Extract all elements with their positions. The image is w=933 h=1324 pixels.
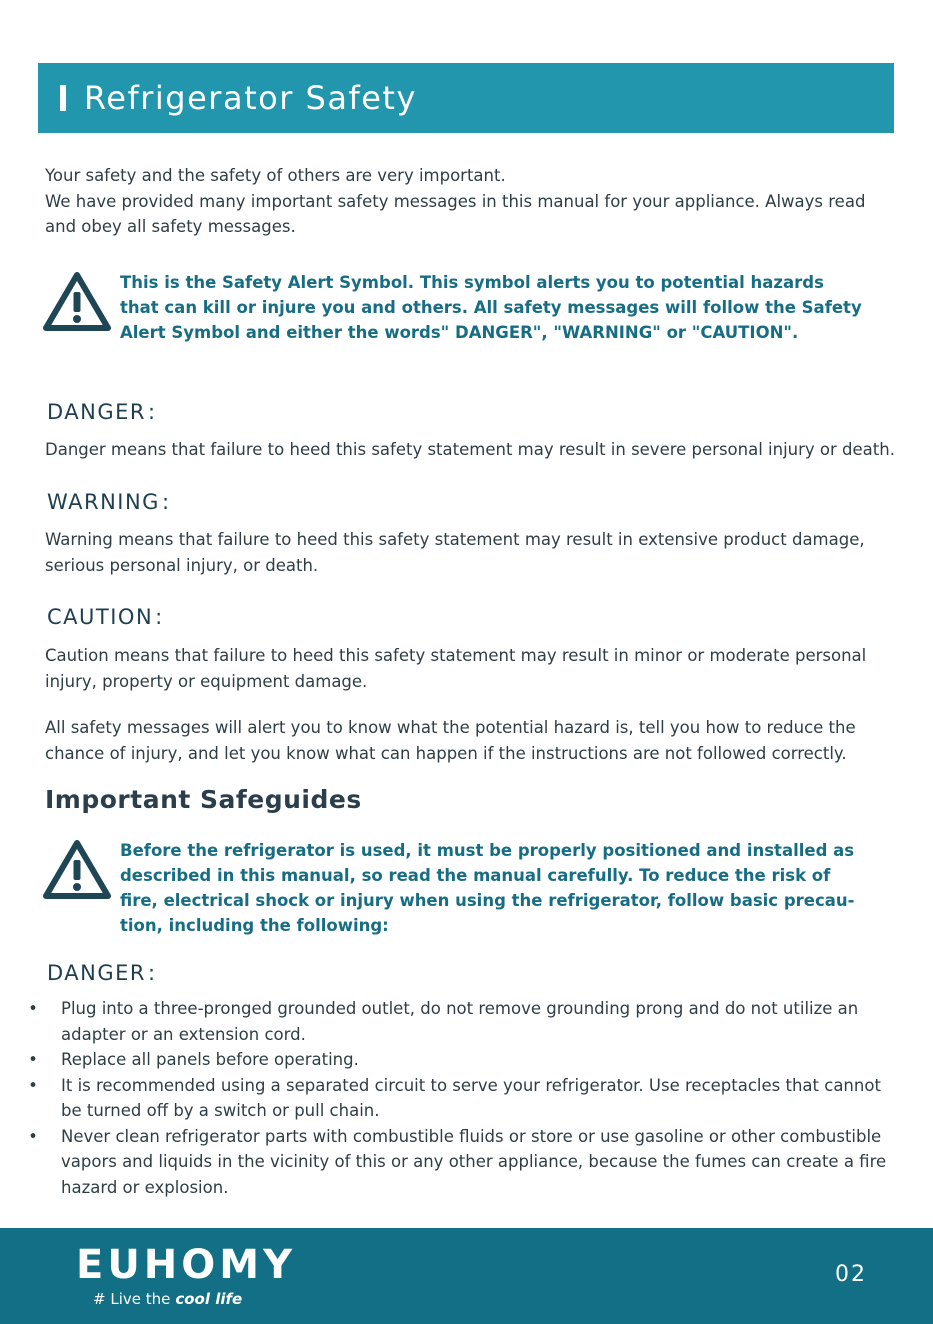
- list-item: [28, 996, 888, 1047]
- warning-label: WARNING: [47, 490, 160, 514]
- caution-label: CAUTION: [47, 605, 154, 629]
- header-bar: [38, 63, 894, 133]
- tagline-prefix: # Live the: [93, 1290, 171, 1308]
- list-item: [28, 1047, 888, 1073]
- list-item: [28, 1124, 888, 1201]
- danger-label: DANGER: [47, 400, 147, 424]
- page-title: Refrigerator Safety: [84, 79, 417, 117]
- header-accent-mark: [60, 85, 66, 111]
- safeguides-alert-block: [42, 838, 892, 938]
- bullet-point: •: [28, 1075, 38, 1095]
- safeguides-danger-colon: :: [148, 961, 156, 985]
- bullet-point: •: [28, 1126, 38, 1146]
- list-item-text: Never clean refrigerator parts with combustible fluids or store or use gasoline or other combustible vapors and liquids in the vicinity of this or any other appliance, because the fumes can create a fire hazard or explosion.: [61, 1126, 887, 1197]
- all-messages-paragraph: All safety messages will alert you to know what the potential hazard is, tell you how to reduce the chance of injury, and let you know what can happen if the instructions are not followed correctly.: [45, 718, 856, 763]
- warning-colon: :: [161, 490, 170, 514]
- tagline-emphasis: cool life: [175, 1290, 243, 1308]
- warning-triangle-icon: [42, 270, 112, 332]
- list-item-text: Plug into a three-pronged grounded outlet, do not remove grounding prong and do not utilize an adapter or an extension cord.: [61, 999, 859, 1044]
- safety-alert-text: This is the Safety Alert Symbol. This symbol alerts you to potential hazards that can kill or injure you and others. All safety messages will follow the Safety Alert Symbol and either the words" DANGER", "WARNING" or "CAUTION".: [120, 273, 862, 342]
- warning-triangle-icon: [42, 838, 112, 900]
- caution-colon: :: [155, 605, 163, 629]
- safeguides-title: Important Safeguides: [45, 785, 362, 814]
- safeguides-danger-label: DANGER: [47, 961, 147, 985]
- list-item-text: Replace all panels before operating.: [61, 1050, 359, 1069]
- caution-definition: Caution means that failure to heed this safety statement may result in minor or moderate personal injury, property or equipment damage.: [45, 646, 867, 691]
- safeguides-danger-heading: [47, 961, 155, 985]
- caution-heading: [47, 605, 162, 629]
- intro-line-1: Your safety and the safety of others are very important.: [45, 166, 506, 185]
- bullet-point: •: [28, 1050, 38, 1069]
- bullet-point: •: [28, 999, 38, 1018]
- danger-heading: [47, 400, 155, 424]
- danger-definition: Danger means that failure to heed this safety statement may result in severe personal injury or death.: [45, 440, 895, 459]
- page-number: 02: [835, 1262, 867, 1287]
- warning-definition: Warning means that failure to heed this safety statement may result in extensive product damage, serious personal injury, or death.: [45, 530, 865, 575]
- list-item-text: It is recommended using a separated circuit to serve your refrigerator. Use receptacles that cannot be turned off by a switch or pull chain.: [61, 1075, 881, 1120]
- danger-colon: :: [148, 400, 156, 424]
- brand-tagline: [93, 1290, 242, 1308]
- intro-paragraph: [45, 163, 895, 240]
- safety-alert-block: [42, 270, 892, 345]
- list-item: [28, 1073, 888, 1124]
- warning-heading: [47, 490, 169, 514]
- intro-line-2: We have provided many important safety messages in this manual for your appliance. Always read and obey all safety messages.: [45, 191, 866, 236]
- danger-list: [28, 996, 888, 1200]
- safeguides-alert-text: Before the refrigerator is used, it must be properly positioned and installed as described in this manual, so read the manual carefully. To reduce the risk of fire, electrical shock or injury when using the refrigerator, follow basic precau-tion, including the following:: [120, 841, 855, 935]
- footer-bar: [0, 1228, 933, 1324]
- brand-logo: EUHOMY: [76, 1242, 297, 1288]
